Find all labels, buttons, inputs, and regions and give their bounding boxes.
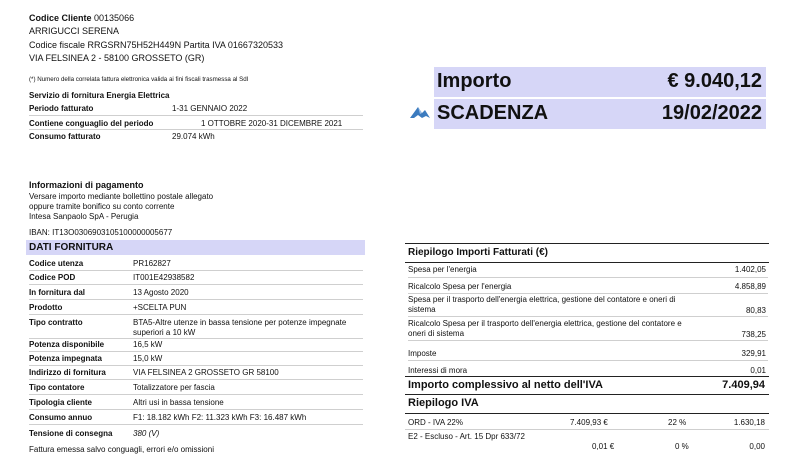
fornitura-value: Totalizzatore per fascia bbox=[133, 383, 215, 392]
riepilogo-value: 738,25 bbox=[741, 330, 766, 339]
riepilogo-value: 1.402,05 bbox=[734, 265, 766, 274]
fornitura-label: Tipo contatore bbox=[29, 383, 85, 392]
riepilogo-label: Ricalcolo Spesa per l'energia bbox=[408, 282, 512, 291]
divider bbox=[29, 115, 363, 116]
riepilogo-label: Spesa per il trasporto dell'energia elettrica, gestione del contatore e oneri di sistema bbox=[408, 295, 676, 314]
payment-line: Intesa Sanpaolo SpA - Perugia bbox=[29, 212, 139, 221]
riepilogo-row bbox=[408, 295, 768, 317]
service-row-value: 29.074 kWh bbox=[172, 132, 215, 141]
divider bbox=[29, 338, 363, 339]
riepilogo-label: Spesa per l'energia bbox=[408, 265, 477, 274]
divider bbox=[29, 314, 363, 315]
service-row bbox=[29, 104, 369, 115]
fornitura-label: Potenza impegnata bbox=[29, 354, 102, 363]
fornitura-label: Potenza disponibile bbox=[29, 340, 105, 349]
customer-code bbox=[29, 13, 134, 24]
riepilogo-row bbox=[408, 282, 768, 294]
scadenza-box bbox=[434, 99, 766, 129]
riepilogo-value: 80,83 bbox=[745, 306, 766, 315]
iva-title: Riepilogo IVA bbox=[408, 397, 479, 409]
payment-line: Versare importo mediante bollettino postale allegato bbox=[29, 192, 214, 201]
fornitura-value: 16,5 kW bbox=[133, 340, 163, 349]
service-row-label: Consumo fatturato bbox=[29, 132, 101, 141]
payment-line: oppure tramite bonifico su conto corrente bbox=[29, 202, 175, 211]
fornitura-label: In fornitura dal bbox=[29, 288, 85, 297]
riepilogo-total-label: Importo complessivo al netto dell'IVA bbox=[408, 379, 603, 391]
divider bbox=[405, 394, 769, 395]
divider bbox=[29, 379, 363, 380]
divider bbox=[405, 243, 769, 244]
fornitura-value: 13 Agosto 2020 bbox=[133, 288, 189, 297]
riepilogo-total-value: 7.409,94 bbox=[722, 379, 765, 391]
scadenza-value: 19/02/2022 bbox=[661, 102, 762, 124]
iva-imponibile: 0,01 € bbox=[592, 442, 615, 451]
fornitura-label: Codice utenza bbox=[29, 259, 84, 268]
fornitura-label: Consumo annuo bbox=[29, 413, 93, 422]
riepilogo-row bbox=[408, 366, 768, 376]
dati-fornitura-header: DATI FORNITURA bbox=[26, 240, 365, 255]
company-logo-icon bbox=[409, 104, 431, 120]
divider bbox=[405, 429, 769, 430]
divider bbox=[29, 284, 363, 285]
service-row-label: Contiene conguaglio del periodo bbox=[29, 119, 154, 128]
divider bbox=[405, 376, 769, 377]
iva-imposta: 0,00 bbox=[749, 442, 765, 451]
fornitura-value: IT001E42938582 bbox=[133, 273, 195, 282]
divider bbox=[29, 394, 363, 395]
iva-aliquota: 22 % bbox=[668, 418, 687, 427]
riepilogo-value: 329,91 bbox=[741, 349, 766, 358]
iva-imponibile: 7.409,93 € bbox=[570, 418, 608, 427]
customer-address: VIA FELSINEA 2 - 58100 GROSSETO (GR) bbox=[29, 53, 205, 63]
divider bbox=[29, 409, 363, 410]
importo-value: € 9.040,12 bbox=[667, 70, 762, 92]
iva-aliquota: 0 % bbox=[675, 442, 689, 451]
fornitura-value: VIA FELSINEA 2 GROSSETO GR 58100 bbox=[133, 368, 279, 377]
customer-code-label: Codice Cliente bbox=[29, 13, 92, 23]
riepilogo-value: 4.858,89 bbox=[734, 282, 766, 291]
scadenza-label: SCADENZA bbox=[437, 102, 549, 124]
iban-line: IBAN: IT13O0306903105100000005677 bbox=[29, 228, 173, 237]
riepilogo-label: Imposte bbox=[408, 349, 437, 358]
fornitura-footer: Fattura emessa salvo conguagli, errori e/o omissioni bbox=[29, 445, 214, 454]
fornitura-value: 380 (V) bbox=[133, 429, 160, 438]
iva-imposta: 1.630,18 bbox=[733, 418, 765, 427]
iva-code: ORD - IVA 22% bbox=[408, 418, 463, 427]
divider bbox=[29, 129, 363, 130]
divider bbox=[29, 351, 363, 352]
service-title: Servizio di fornitura Energia Elettrica bbox=[29, 91, 170, 100]
riepilogo-row bbox=[408, 349, 768, 361]
importo-box bbox=[434, 67, 766, 97]
customer-footnote: (*) Numero della correlata fattura elettronica valida ai fini fiscali trasmessa al SdI bbox=[29, 76, 249, 83]
fornitura-label: Tipo contratto bbox=[29, 318, 83, 327]
customer-fiscal: Codice fiscale RRGSRN75H52H449N Partita IVA 01667320533 bbox=[29, 40, 283, 50]
service-row-value: 1 OTTOBRE 2020-31 DICEMBRE 2021 bbox=[201, 119, 343, 128]
fornitura-label: Codice POD bbox=[29, 273, 76, 282]
divider bbox=[405, 262, 769, 263]
importo-label: Importo bbox=[437, 70, 512, 92]
divider bbox=[29, 424, 363, 425]
riepilogo-value: 0,01 bbox=[750, 366, 766, 375]
fornitura-value: +SCELTA PUN bbox=[133, 303, 187, 312]
riepilogo-label: Interessi di mora bbox=[408, 366, 468, 375]
payment-title: Informazioni di pagamento bbox=[29, 180, 144, 190]
riepilogo-label: Ricalcolo Spesa per il trasporto dell'energia elettrica, gestione del contatore e oneri di sistema bbox=[408, 319, 682, 338]
riepilogo-row bbox=[408, 319, 768, 341]
divider bbox=[405, 413, 769, 414]
fornitura-label: Prodotto bbox=[29, 303, 63, 312]
service-row-value: 1-31 GENNAIO 2022 bbox=[172, 104, 248, 113]
fornitura-value: 15,0 kW bbox=[133, 354, 163, 363]
riepilogo-row bbox=[408, 265, 768, 278]
iva-code: E2 - Escluso - Art. 15 Dpr 633/72 bbox=[408, 432, 525, 441]
divider bbox=[29, 365, 363, 366]
divider bbox=[29, 270, 363, 271]
fornitura-label: Indirizzo di fornitura bbox=[29, 368, 106, 377]
fornitura-value: BTA5-Altre utenze in bassa tensione per potenze impegnate superiori a 10 kW bbox=[133, 318, 347, 337]
service-row bbox=[29, 132, 369, 143]
riepilogo-title: Riepilogo Importi Fatturati (€) bbox=[408, 247, 548, 258]
customer-name: ARRIGUCCI SERENA bbox=[29, 26, 120, 36]
customer-code-value: 00135066 bbox=[94, 13, 135, 23]
fornitura-value: Altri usi in bassa tensione bbox=[133, 398, 224, 407]
divider bbox=[29, 299, 363, 300]
service-row-label: Periodo fatturato bbox=[29, 104, 94, 113]
fornitura-value: F1: 18.182 kWh F2: 11.323 kWh F3: 16.487 kWh bbox=[133, 413, 307, 422]
fornitura-value: PR162827 bbox=[133, 259, 171, 268]
fornitura-label: Tipologia cliente bbox=[29, 398, 92, 407]
fornitura-label: Tensione di consegna bbox=[29, 429, 113, 438]
